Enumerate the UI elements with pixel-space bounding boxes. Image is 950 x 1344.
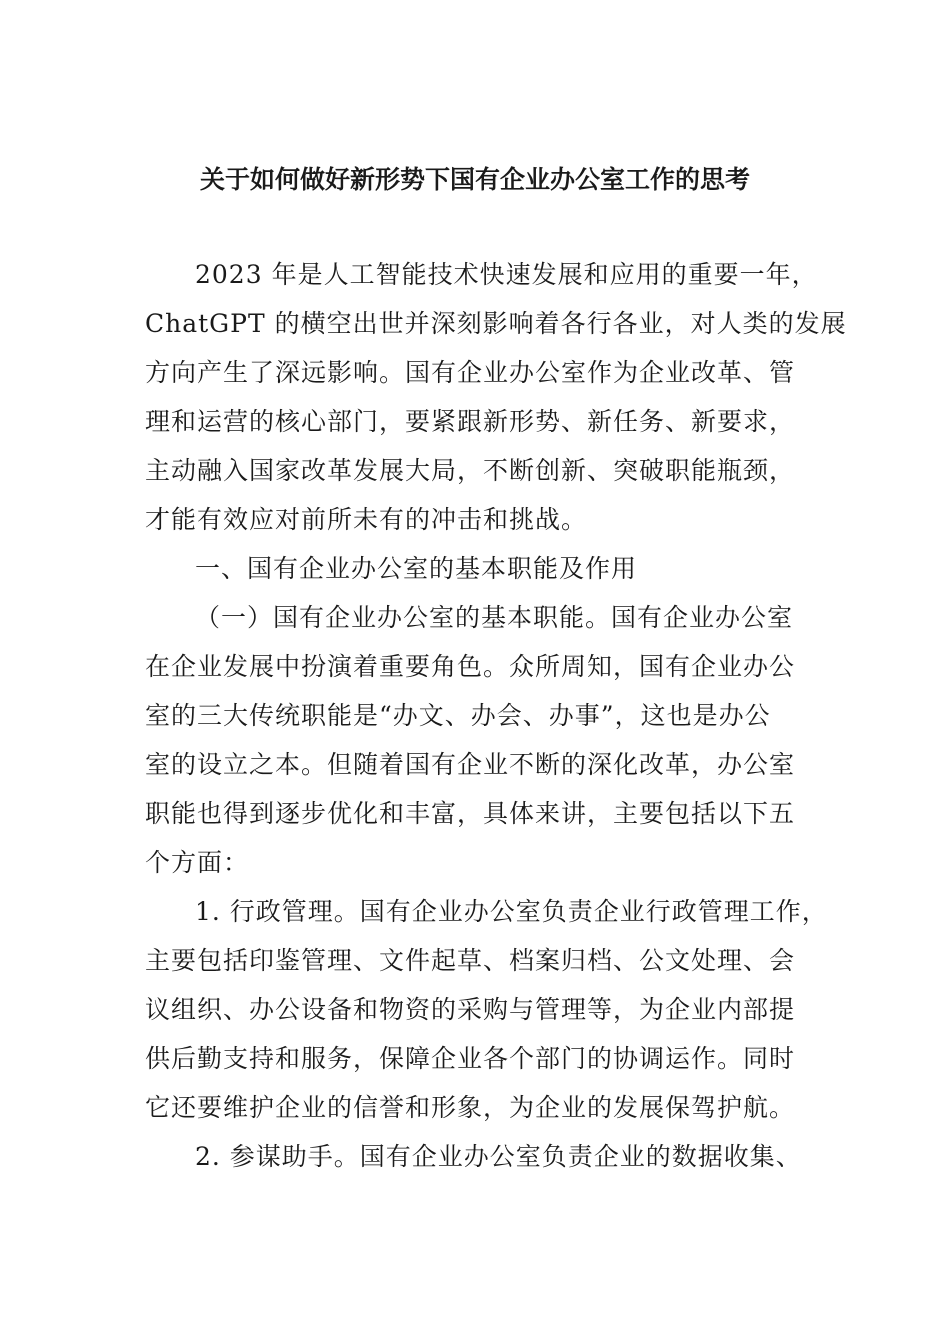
paragraph-line: 才能有效应对前所未有的冲击和挑战。	[145, 505, 588, 534]
section-heading: 一、国有企业办公室的基本职能及作用	[195, 554, 638, 583]
paragraph-line: 室的设立之本。但随着国有企业不断的深化改革，办公室	[145, 750, 796, 779]
paragraph-line: 它还要维护企业的信誉和形象，为企业的发展保驾护航。	[145, 1093, 796, 1122]
document-title: 关于如何做好新形势下国有企业办公室工作的思考	[199, 165, 750, 194]
paragraph-line: 供后勤支持和服务，保障企业各个部门的协调运作。同时	[145, 1044, 796, 1073]
paragraph-line: （一）国有企业办公室的基本职能。国有企业办公室	[195, 603, 794, 632]
paragraph-line: 职能也得到逐步优化和丰富，具体来讲，主要包括以下五	[145, 799, 796, 828]
paragraph-line: 在企业发展中扮演着重要角色。众所周知，国有企业办公	[145, 652, 796, 681]
paragraph-line: 议组织、办公设备和物资的采购与管理等，为企业内部提	[145, 995, 796, 1024]
paragraph-line: 方向产生了深远影响。国有企业办公室作为企业改革、管	[145, 358, 796, 387]
paragraph-line: 理和运营的核心部门，要紧跟新形势、新任务、新要求，	[145, 407, 796, 436]
paragraph-line: 主动融入国家改革发展大局，不断创新、突破职能瓶颈，	[145, 456, 796, 485]
paragraph-line: 2023 年是人工智能技术快速发展和应用的重要一年，	[195, 260, 818, 289]
paragraph-line: 2. 参谋助手。国有企业办公室负责企业的数据收集、	[195, 1142, 802, 1171]
paragraph-line: 个方面：	[145, 848, 250, 877]
paragraph-line: 室的三大传统职能是“办文、办会、办事”，这也是办公	[145, 701, 771, 730]
paragraph-line: 1. 行政管理。国有企业办公室负责企业行政管理工作，	[195, 897, 828, 926]
paragraph-line: 主要包括印鉴管理、文件起草、档案归档、公文处理、会	[145, 946, 796, 975]
document-body	[145, 250, 847, 1181]
paragraph-line: ChatGPT 的横空出世并深刻影响着各行各业，对人类的发展	[145, 309, 847, 338]
